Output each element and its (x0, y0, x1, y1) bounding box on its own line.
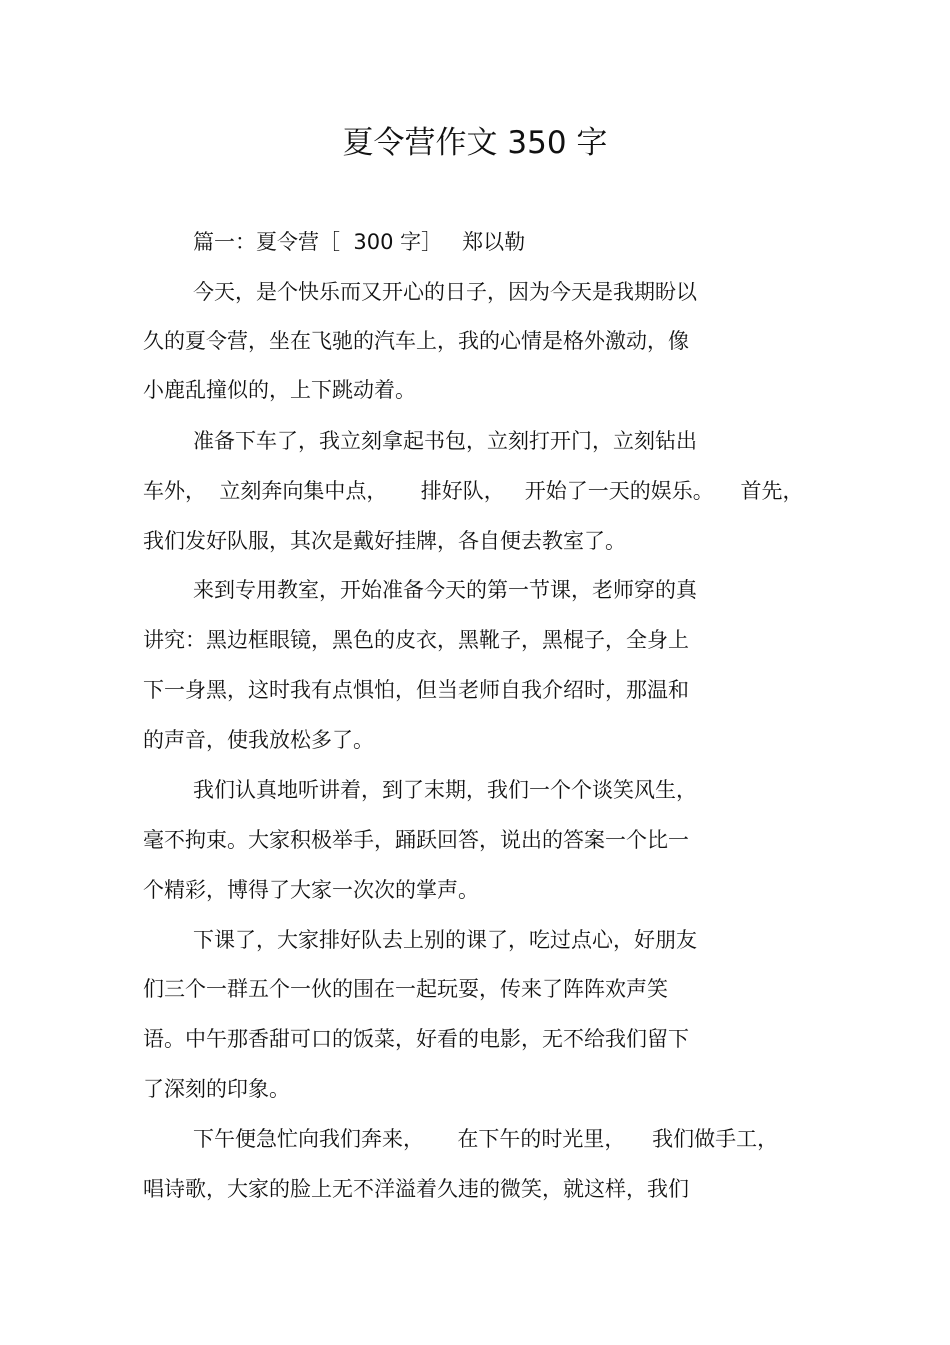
document-title: 夏令营作文 350 字 (342, 125, 608, 161)
paragraph-line: 下午便急忙向我们奔来， 在下午的时光里， 我们做手工， (193, 1127, 779, 1151)
paragraph-line: 我们认真地听讲着，到了末期，我们一个个谈笑风生， (193, 778, 697, 802)
paragraph-line: 我们发好队服，其次是戴好挂牌，各自便去教室了。 (143, 529, 626, 553)
paragraph-line: 个精彩，博得了大家一次次的掌声。 (143, 878, 479, 902)
paragraph-line: 唱诗歌，大家的脸上无不洋溢着久违的微笑，就这样，我们 (143, 1177, 689, 1201)
paragraph-line: 讲究：黑边框眼镜，黑色的皮衣，黑靴子，黑棍子，全身上 (143, 628, 689, 652)
document-subtitle: 篇一：夏令营［ 300 字］ 郑以勒 (193, 230, 526, 254)
paragraph-line: 准备下车了，我立刻拿起书包，立刻打开门，立刻钻出 (193, 429, 697, 453)
paragraph-line: 语。中午那香甜可口的饭菜，好看的电影，无不给我们留下 (143, 1027, 689, 1051)
paragraph-line: 今天，是个快乐而又开心的日子，因为今天是我期盼以 (193, 280, 697, 304)
paragraph-line: 毫不拘束。大家积极举手，踊跃回答，说出的答案一个比一 (143, 828, 689, 852)
paragraph-line: 久的夏令营，坐在飞驰的汽车上，我的心情是格外激动，像 (143, 329, 689, 353)
paragraph-line: 的声音，使我放松多了。 (143, 728, 374, 752)
paragraph-line: 下一身黑，这时我有点惧怕，但当老师自我介绍时，那温和 (143, 678, 689, 702)
paragraph-line: 们三个一群五个一伙的围在一起玩耍，传来了阵阵欢声笑 (143, 977, 668, 1001)
paragraph-line: 小鹿乱撞似的，上下跳动着。 (143, 378, 416, 402)
paragraph-line: 了深刻的印象。 (143, 1077, 290, 1101)
paragraph-line: 来到专用教室，开始准备今天的第一节课，老师穿的真 (193, 578, 697, 602)
paragraph-line: 车外， 立刻奔向集中点， 排好队， 开始了一天的娱乐。 首先， (143, 479, 804, 503)
paragraph-line: 下课了，大家排好队去上别的课了，吃过点心，好朋友 (193, 928, 697, 952)
